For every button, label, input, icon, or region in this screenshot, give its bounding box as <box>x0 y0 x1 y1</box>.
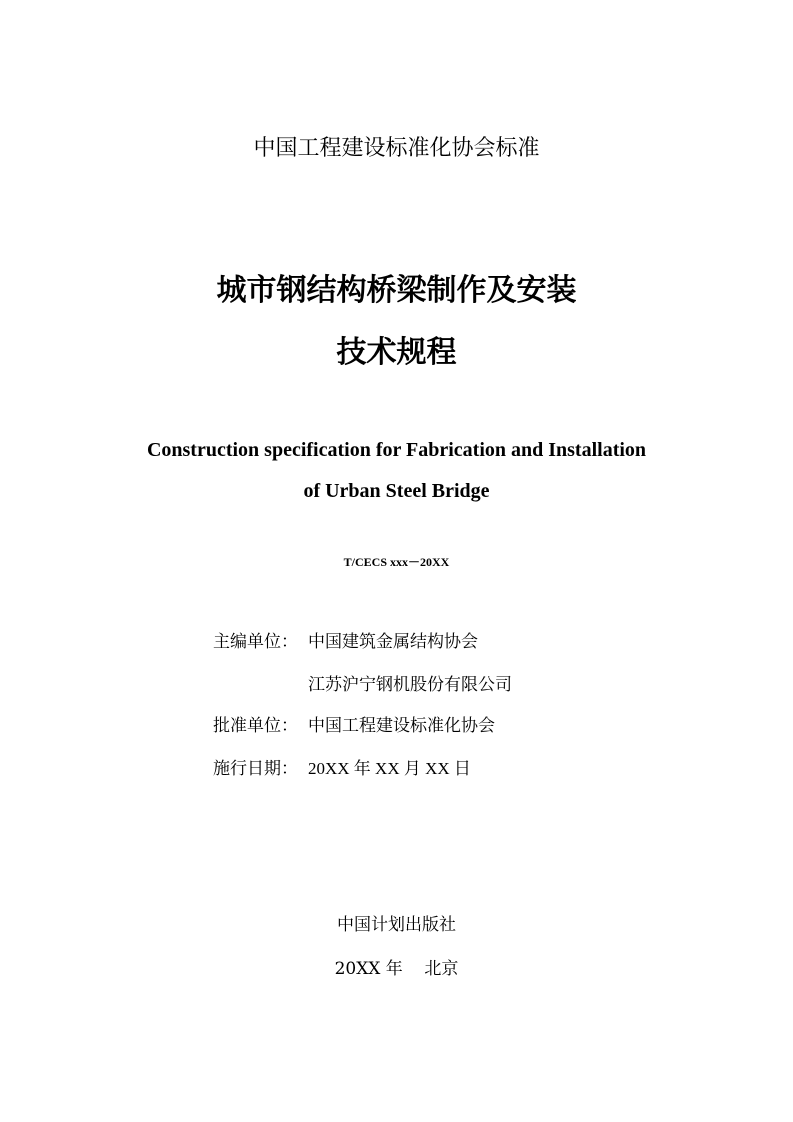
publication-year-place: 20XX 年 北京 <box>334 959 459 979</box>
chief-editor-unit-1: 中国建筑金属结构协会 <box>308 632 478 652</box>
publisher-name: 中国计划出版社 <box>337 915 456 935</box>
approval-row <box>213 713 495 739</box>
effective-date-row <box>213 756 471 782</box>
issuing-organization-header: 中国工程建设标准化协会标准 <box>253 136 540 161</box>
standard-code: T/CECS xxx－20XX <box>343 555 450 569</box>
title-english-line-2: of Urban Steel Bridge <box>303 480 490 502</box>
approval-unit: 中国工程建设标准化协会 <box>308 716 495 736</box>
chief-editor-unit-2: 江苏沪宁钢机股份有限公司 <box>308 675 512 695</box>
chief-editor-label: 主编单位： <box>213 632 298 652</box>
title-chinese-line-2: 技术规程 <box>336 335 457 370</box>
approval-label: 批准单位： <box>213 716 298 736</box>
title-chinese-line-1: 城市钢结构桥梁制作及安装 <box>216 273 577 308</box>
chief-editor-row-2 <box>213 672 512 698</box>
effective-date-value: 20XX 年 XX 月 XX 日 <box>308 759 471 778</box>
chief-editor-row <box>213 629 478 655</box>
effective-date-label: 施行日期： <box>213 759 298 779</box>
title-english-line-1: Construction specification for Fabrication and Installation <box>146 439 647 461</box>
